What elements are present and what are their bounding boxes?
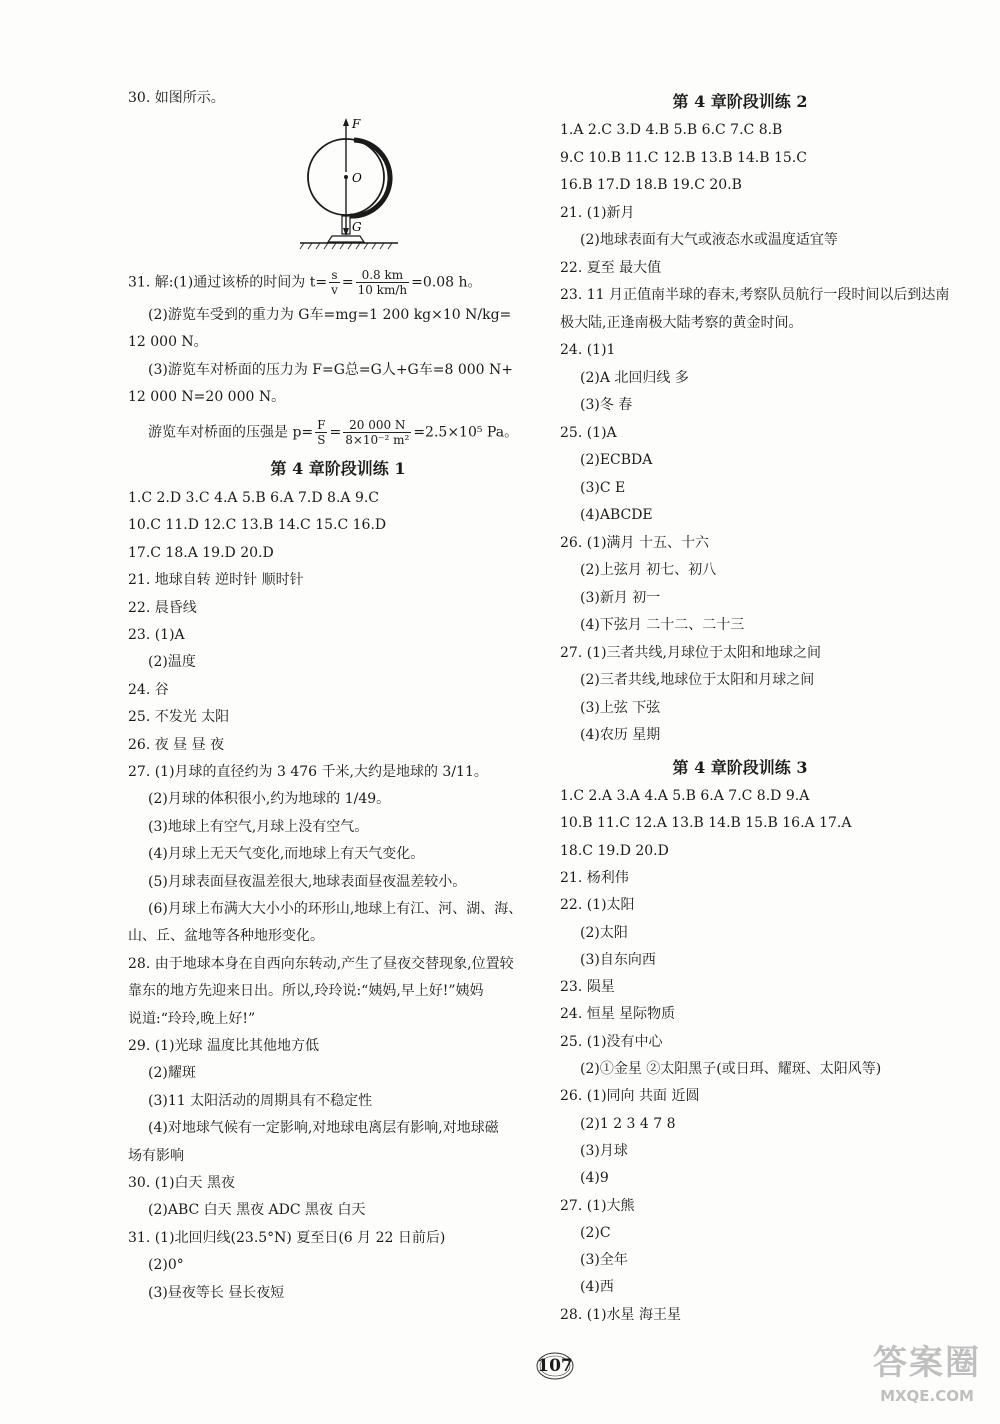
gravity-g-arrowhead — [343, 228, 349, 236]
answer-line: 24. (1)1 — [560, 342, 616, 358]
answer-line: 22. 晨昏线 — [128, 599, 197, 616]
answer-line: 22. 夏至 最大值 — [560, 259, 662, 276]
fraction-distance-over-speed: $\frac{0.8 km}{10 km/h}$ — [357, 268, 408, 297]
page-number: 107 — [535, 1350, 575, 1382]
answer-line: 23. 11 月正值南半球的春末,考察队员航行一段时间以后到达南 — [560, 287, 950, 303]
answer-line: (4)月球上无天气变化,而地球上有天气变化。 — [148, 846, 425, 863]
answer-line: 9.C 10.B 11.C 12.B 13.B 14.B 15.C — [560, 149, 807, 166]
answer-line: (5)月球表面昼夜温差很大,地球表面昼夜温差较小。 — [148, 873, 467, 890]
answer-line: (4)下弦月 二十二、二十三 — [580, 617, 745, 633]
answer-line: 28. 由于地球本身在自西向东转动,产生了昼夜交替现象,位置较 — [128, 955, 514, 972]
answer-line: 18.C 19.D 20.D — [560, 842, 669, 859]
answer-line: (3)地球上有空气,月球上没有空气。 — [148, 818, 369, 835]
fraction-s-over-v: $\frac{s}{v}$ — [331, 268, 338, 297]
answer-line: (3)昼夜等长 昼长夜短 — [148, 1284, 285, 1301]
label-g: G — [352, 220, 362, 234]
answer-line: (2)ECBDA — [580, 452, 653, 468]
watermark — [862, 1340, 992, 1418]
answer-line: (4)9 — [580, 1170, 609, 1187]
answer-line: 山、丘、盆地等各种地形变化。 — [128, 928, 324, 945]
answer-line: (3)自东向西 — [580, 951, 656, 968]
fraction-pressure-values: $\frac{20 000 N}{\text{8×10⁻² m²}}$ — [345, 418, 410, 447]
q31-line-6: 游览车对桥面的压强是 p= $\frac{F}{S}$ = $\frac{20 000 N}{\text{8×10⁻² m²}}$ =2.5×10⁵ Pa。 — [148, 418, 519, 447]
answer-line: (3)全年 — [580, 1252, 628, 1269]
answer-line: 30. (1)白天 黑夜 — [128, 1175, 235, 1191]
answer-line: 27. (1)大熊 — [560, 1197, 635, 1214]
section-title-1: 第 4 章阶段训练 1 — [270, 459, 406, 478]
answer-line: (4)ABCDE — [580, 507, 653, 523]
answer-line: 1.C 2.D 3.C 4.A 5.B 6.A 7.D 8.A 9.C — [128, 490, 380, 506]
answer-line: (2)C — [580, 1224, 611, 1241]
answer-line: (3)冬 春 — [580, 397, 633, 413]
answer-line: 说道:“玲玲,晚上好!” — [128, 1010, 256, 1027]
q31-line-3: 12 000 N。 — [128, 334, 208, 350]
q31-line-5: 12 000 N=20 000 N。 — [128, 389, 286, 405]
answer-line: (3)上弦 下弦 — [580, 699, 661, 716]
answer-line: (6)月球上布满大大小小的环形山,地球上有江、河、湖、海、 — [148, 901, 523, 917]
answer-line: (3)11 太阳活动的周期具有不稳定性 — [148, 1092, 373, 1109]
answer-line: (2)耀斑 — [148, 1065, 196, 1082]
q31-line-1: 31. 解:(1)通过该桥的时间为 t= $\frac{s}{v}$ = $\frac{0.8 km}{10 km/h}$ =0.08 h。 — [128, 268, 482, 297]
watermark-url: MXQE.COM — [880, 1387, 974, 1405]
answer-line: (2)A 北回归线 多 — [580, 369, 689, 386]
answer-line: 10.B 11.C 12.A 13.B 14.B 15.B 16.A 17.A — [560, 815, 852, 832]
answer-line: (2)温度 — [148, 654, 196, 671]
answer-line: (2)上弦月 初七、初八 — [580, 562, 717, 578]
answer-line: 22. (1)太阳 — [560, 897, 635, 914]
answer-line: 24. 恒星 星际物质 — [560, 1006, 676, 1023]
force-f-arrowhead — [343, 118, 349, 126]
answer-line: (2)太阳 — [580, 924, 628, 941]
answer-line: (2)①金星 ②太阳黑子(或日珥、耀斑、太阳风等) — [580, 1061, 882, 1077]
answer-line: (2)月球的体积很小,约为地球的 1/49。 — [148, 791, 391, 808]
answer-line: 25. (1)没有中心 — [560, 1033, 663, 1050]
answer-line: 24. 谷 — [128, 681, 169, 698]
answer-line: 17.C 18.A 19.D 20.D — [128, 544, 274, 561]
answer-line: (4)西 — [580, 1279, 614, 1296]
watermark-logo-text: 答案圈 — [873, 1343, 981, 1383]
answer-line: (2)地球表面有大气或液态水或温度适宜等 — [580, 232, 838, 248]
q30-answer: 30. 如图所示。 — [128, 90, 225, 106]
answer-line: 16.B 17.D 18.B 19.C 20.B — [560, 177, 742, 193]
answer-line: 27. (1)三者共线,月球位于太阳和地球之间 — [560, 644, 821, 661]
answer-line: (2)1 2 3 4 7 8 — [580, 1115, 676, 1132]
answer-line: 23. (1)A — [128, 627, 185, 643]
fraction-f-over-s: $\frac{F}{S}$ — [317, 418, 326, 447]
q31-line-4: (3)游览车对桥面的压力为 F=G总=G人+G车=8 000 N+ — [148, 362, 513, 378]
ferris-wheel-force-diagram — [298, 112, 408, 252]
answer-line: 1.A 2.C 3.D 4.B 5.B 6.C 7.C 8.B — [560, 122, 783, 138]
answer-line: 31. (1)北回归线(23.5°N) 夏至日(6 月 22 日前后) — [128, 1229, 446, 1246]
answer-line: (3)新月 初一 — [580, 589, 661, 606]
answer-line: 26. (1)同向 共面 近圆 — [560, 1088, 700, 1105]
answer-line: 极大陆,正逢南极大陆考察的黄金时间。 — [560, 314, 803, 331]
answer-line: 靠东的地方先迎来日出。所以,玲玲说:“姨妈,早上好!”姨妈 — [128, 983, 484, 1000]
answer-line: (4)对地球气候有一定影响,对地球电离层有影响,对地球磁 — [148, 1120, 499, 1137]
answer-line: 21. 地球自转 逆时针 顺时针 — [128, 572, 304, 589]
support-base — [328, 236, 364, 242]
answer-line: 25. 不发光 太阳 — [128, 709, 230, 726]
answer-line: (3)月球 — [580, 1142, 628, 1159]
q31-line-2: (2)游览车受到的重力为 G车=mg=1 200 kg×10 N/kg= — [148, 307, 512, 323]
answer-line: 26. 夜 昼 昼 夜 — [128, 736, 225, 753]
label-o: O — [352, 171, 362, 185]
answer-line: 27. (1)月球的直径约为 3 476 千米,大约是地球的 3/11。 — [128, 764, 488, 780]
answer-line: (2)ABC 白天 黑夜 ADC 黑夜 白天 — [148, 1202, 366, 1219]
answer-line: (3)C E — [580, 479, 626, 496]
section-title-3: 第 4 章阶段训练 3 — [672, 758, 808, 777]
answer-line: 23. 陨星 — [560, 979, 615, 996]
answer-line: 场有影响 — [128, 1147, 184, 1164]
label-f: F — [352, 117, 361, 131]
ground-hatching — [300, 243, 392, 249]
answer-line: 25. (1)A — [560, 424, 617, 441]
answer-line: 10.C 11.D 12.C 13.B 14.C 15.C 16.D — [128, 517, 387, 534]
answer-line: 21. 杨利伟 — [560, 869, 629, 886]
answer-line: (2)0° — [148, 1257, 184, 1274]
answer-line: (2)三者共线,地球位于太阳和月球之间 — [580, 672, 815, 688]
answer-line: (4)农历 星期 — [580, 727, 661, 743]
answer-line: 29. (1)光球 温度比其他地方低 — [128, 1038, 319, 1054]
answer-line: 26. (1)满月 十五、十六 — [560, 534, 709, 551]
section-title-2: 第 4 章阶段训练 2 — [672, 92, 808, 111]
answer-line: 1.C 2.A 3.A 4.A 5.B 6.A 7.C 8.D 9.A — [560, 788, 810, 804]
answer-line: 28. (1)水星 海王星 — [560, 1306, 681, 1323]
answer-line: 21. (1)新月 — [560, 204, 635, 221]
